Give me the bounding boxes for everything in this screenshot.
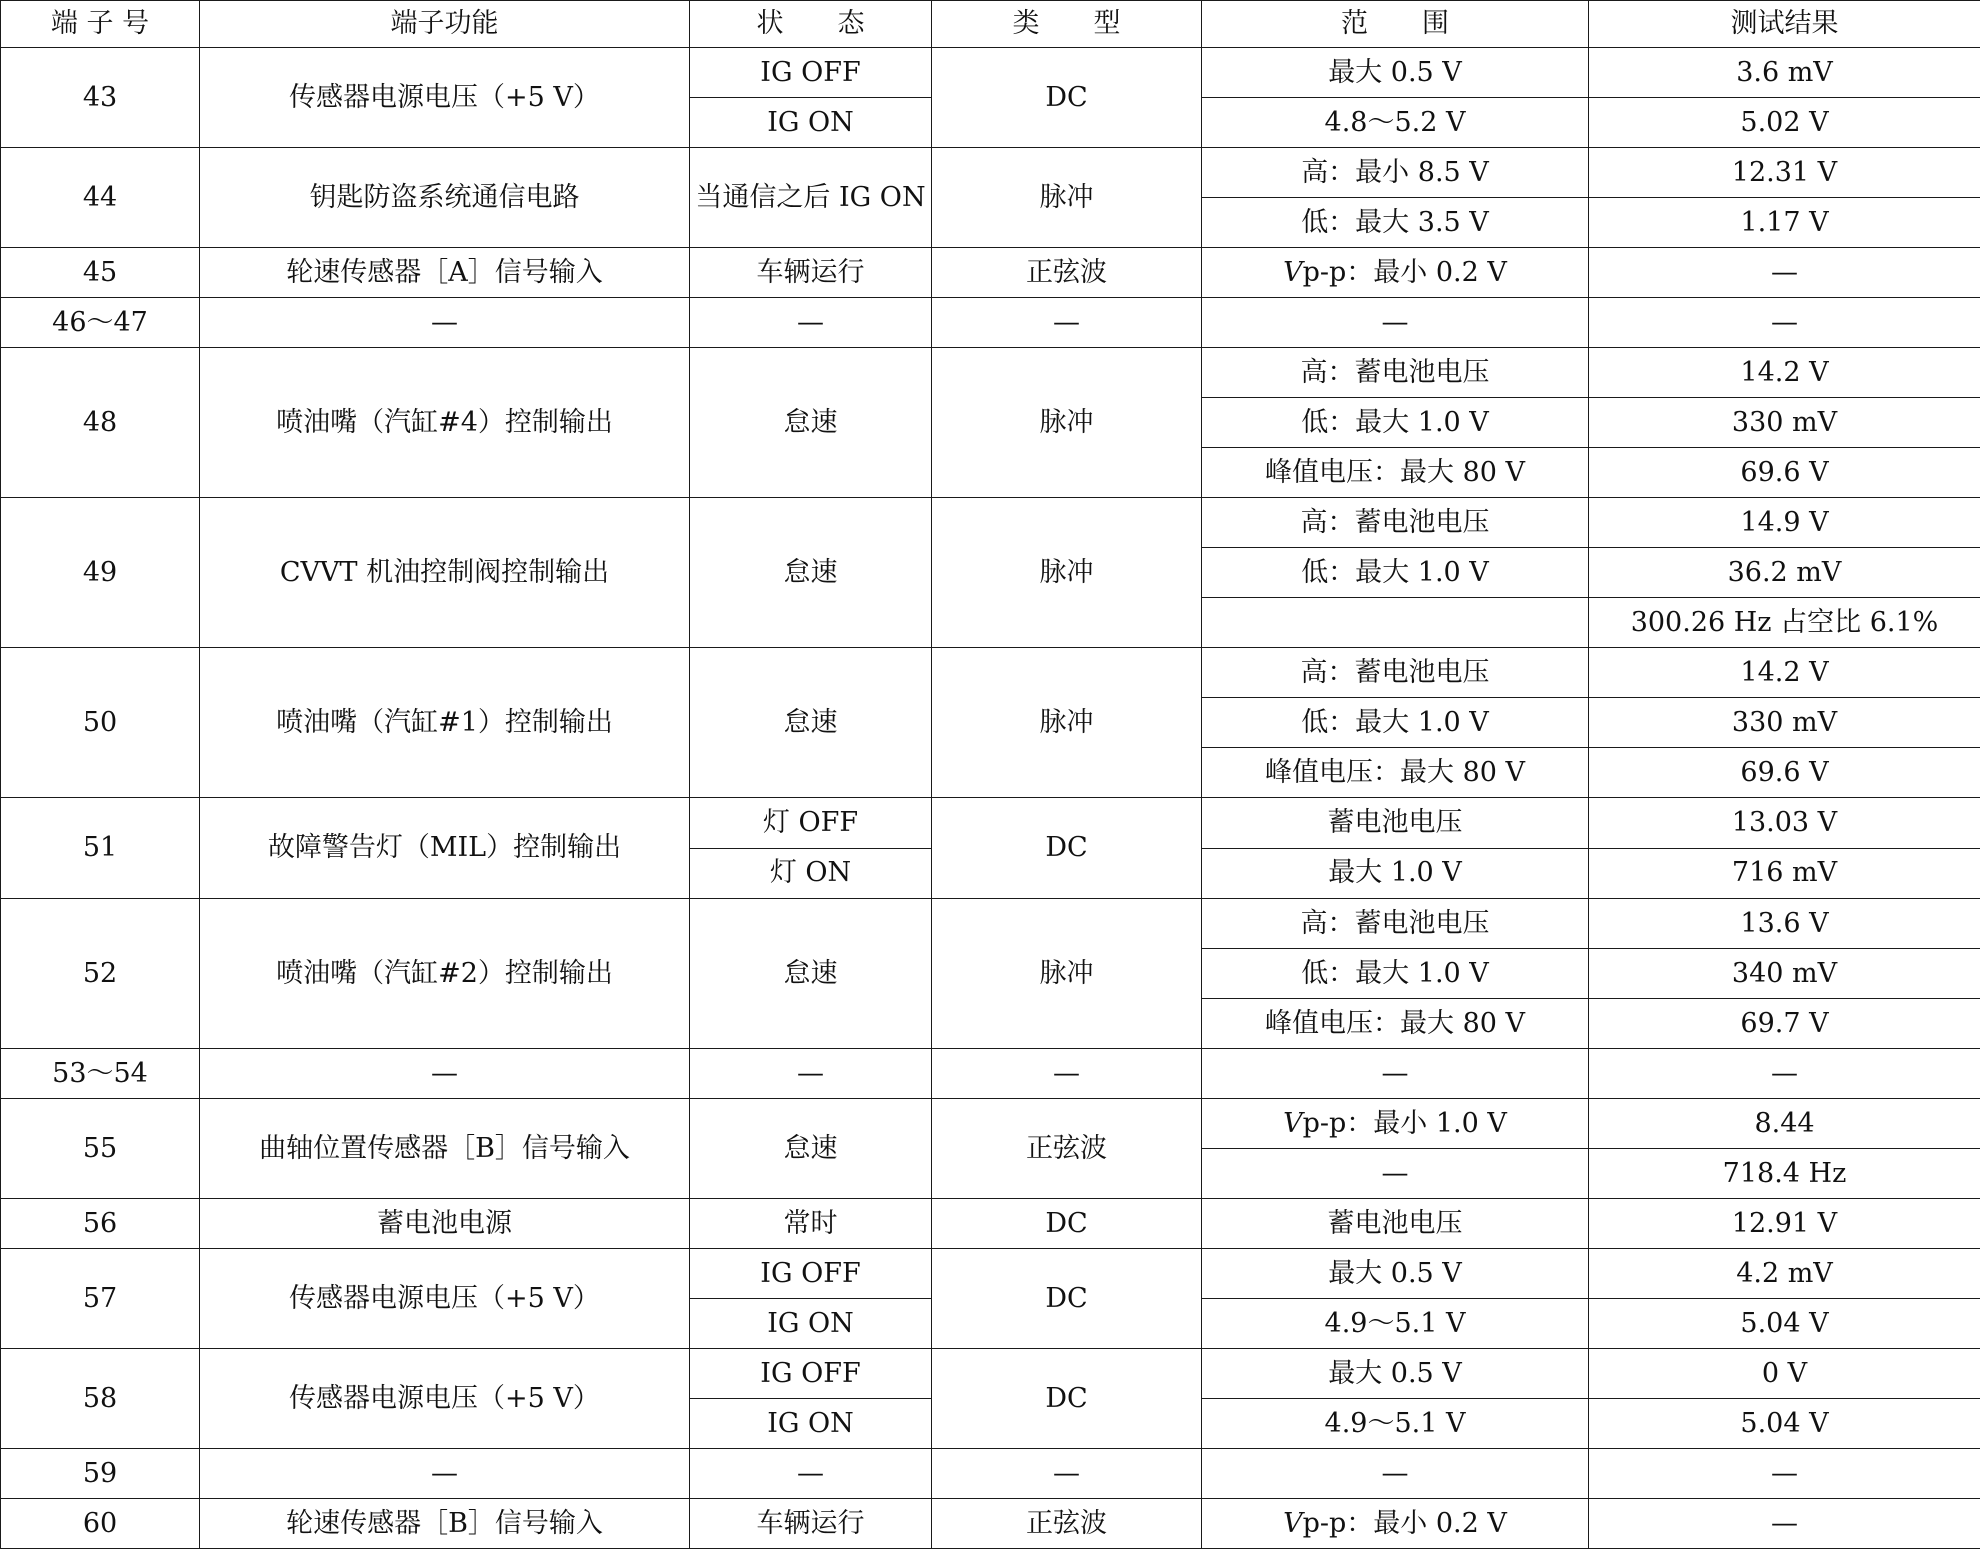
range-cell: 最大 0.5 V	[1202, 48, 1589, 98]
range-text: p-p：最小 0.2 V	[1302, 257, 1507, 289]
range-cell: 蓄电池电压	[1202, 1198, 1589, 1248]
range-cell: 高：蓄电池电压	[1202, 648, 1589, 698]
pin-cell: 50	[1, 648, 200, 798]
function-cell: 传感器电源电压（+5 V）	[200, 48, 690, 148]
table-row	[1, 1248, 1980, 1298]
table-row	[1, 798, 1980, 848]
result-cell: —	[1589, 1498, 1980, 1548]
pin-cell: 53～54	[1, 1048, 200, 1098]
table-row	[1, 498, 1980, 548]
state-cell: —	[690, 1448, 932, 1498]
range-cell: 低：最大 3.5 V	[1202, 198, 1589, 248]
pin-cell: 58	[1, 1348, 200, 1448]
range-cell: 峰值电压：最大 80 V	[1202, 448, 1589, 498]
header-type: 类 型	[932, 1, 1202, 48]
pin-cell: 44	[1, 148, 200, 248]
result-cell: 5.04 V	[1589, 1398, 1980, 1448]
state-cell: IG ON	[690, 1298, 932, 1348]
table-row	[1, 1348, 1980, 1398]
state-cell: 怠速	[690, 1098, 932, 1198]
state-cell: —	[690, 1048, 932, 1098]
type-cell: —	[932, 1048, 1202, 1098]
state-cell: 怠速	[690, 498, 932, 648]
result-cell: 14.9 V	[1589, 498, 1980, 548]
type-cell: DC	[932, 1348, 1202, 1448]
header-row	[1, 1, 1980, 48]
function-cell: 故障警告灯（MIL）控制输出	[200, 798, 690, 898]
pin-cell: 59	[1, 1448, 200, 1498]
range-italic-v: V	[1283, 257, 1303, 289]
header-state: 状 态	[690, 1, 932, 48]
state-cell: IG OFF	[690, 1348, 932, 1398]
pin-cell: 46～47	[1, 298, 200, 348]
type-cell: 脉冲	[932, 648, 1202, 798]
function-cell: 曲轴位置传感器［B］信号输入	[200, 1098, 690, 1198]
result-cell: 8.44	[1589, 1098, 1980, 1148]
result-cell: 69.6 V	[1589, 748, 1980, 798]
range-cell	[1202, 1098, 1589, 1148]
range-cell: 4.8～5.2 V	[1202, 98, 1589, 148]
result-cell: 36.2 mV	[1589, 548, 1980, 598]
result-cell: 13.6 V	[1589, 898, 1980, 948]
result-cell: 3.6 mV	[1589, 48, 1980, 98]
range-cell: 低：最大 1.0 V	[1202, 548, 1589, 598]
result-cell: 12.31 V	[1589, 148, 1980, 198]
range-cell: 高：蓄电池电压	[1202, 898, 1589, 948]
header-range: 范 围	[1202, 1, 1589, 48]
function-cell: 传感器电源电压（+5 V）	[200, 1248, 690, 1348]
result-cell: 330 mV	[1589, 698, 1980, 748]
result-cell: 718.4 Hz	[1589, 1148, 1980, 1198]
state-cell: 灯 ON	[690, 848, 932, 898]
state-cell: IG ON	[690, 1398, 932, 1448]
state-cell: 当通信之后 IG ON	[690, 148, 932, 248]
type-cell: 脉冲	[932, 348, 1202, 498]
range-cell	[1202, 248, 1589, 298]
function-cell: 喷油嘴（汽缸#2）控制输出	[200, 898, 690, 1048]
function-cell: —	[200, 1448, 690, 1498]
range-text: p-p：最小 0.2 V	[1302, 1507, 1507, 1539]
pin-cell: 57	[1, 1248, 200, 1348]
function-cell: —	[200, 1048, 690, 1098]
table-row	[1, 648, 1980, 698]
type-cell: 正弦波	[932, 1098, 1202, 1198]
result-cell: 716 mV	[1589, 848, 1980, 898]
result-cell: 4.2 mV	[1589, 1248, 1980, 1298]
range-cell: 最大 1.0 V	[1202, 848, 1589, 898]
state-cell: 灯 OFF	[690, 798, 932, 848]
type-cell: DC	[932, 798, 1202, 898]
pin-cell: 51	[1, 798, 200, 898]
table-row	[1, 1448, 1980, 1498]
range-cell: 低：最大 1.0 V	[1202, 948, 1589, 998]
range-cell: 低：最大 1.0 V	[1202, 698, 1589, 748]
type-cell: DC	[932, 48, 1202, 148]
type-cell: DC	[932, 1198, 1202, 1248]
result-cell: 12.91 V	[1589, 1198, 1980, 1248]
type-cell: 正弦波	[932, 1498, 1202, 1548]
range-italic-v: V	[1283, 1107, 1303, 1139]
result-cell: 13.03 V	[1589, 798, 1980, 848]
range-cell: 最大 0.5 V	[1202, 1248, 1589, 1298]
pin-cell: 52	[1, 898, 200, 1048]
result-cell: 300.26 Hz 占空比 6.1%	[1589, 598, 1980, 648]
table-row	[1, 348, 1980, 398]
type-cell: —	[932, 1448, 1202, 1498]
table-row	[1, 898, 1980, 948]
type-cell: —	[932, 298, 1202, 348]
header-function: 端子功能	[200, 1, 690, 48]
result-cell: 14.2 V	[1589, 648, 1980, 698]
result-cell: 330 mV	[1589, 398, 1980, 448]
range-cell: 最大 0.5 V	[1202, 1348, 1589, 1398]
type-cell: 脉冲	[932, 498, 1202, 648]
range-cell: —	[1202, 1448, 1589, 1498]
result-cell: 0 V	[1589, 1348, 1980, 1398]
range-cell: 高：蓄电池电压	[1202, 498, 1589, 548]
range-cell: 峰值电压：最大 80 V	[1202, 998, 1589, 1048]
state-cell: —	[690, 298, 932, 348]
table-row	[1, 1098, 1980, 1148]
pin-cell: 55	[1, 1098, 200, 1198]
range-cell: —	[1202, 1148, 1589, 1198]
table-row	[1, 148, 1980, 198]
type-cell: 正弦波	[932, 248, 1202, 298]
range-cell: 低：最大 1.0 V	[1202, 398, 1589, 448]
result-cell: 14.2 V	[1589, 348, 1980, 398]
function-cell: —	[200, 298, 690, 348]
result-cell: —	[1589, 1048, 1980, 1098]
pin-cell: 48	[1, 348, 200, 498]
pin-cell: 60	[1, 1498, 200, 1548]
pin-cell: 56	[1, 1198, 200, 1248]
result-cell: —	[1589, 248, 1980, 298]
result-cell: —	[1589, 1448, 1980, 1498]
result-cell: 5.02 V	[1589, 98, 1980, 148]
range-cell: 高：蓄电池电压	[1202, 348, 1589, 398]
range-cell: 蓄电池电压	[1202, 798, 1589, 848]
function-cell: 蓄电池电源	[200, 1198, 690, 1248]
state-cell: 常时	[690, 1198, 932, 1248]
type-cell: 脉冲	[932, 148, 1202, 248]
table-row	[1, 48, 1980, 98]
range-text: p-p：最小 1.0 V	[1302, 1107, 1507, 1139]
function-cell: 喷油嘴（汽缸#1）控制输出	[200, 648, 690, 798]
pin-cell: 43	[1, 48, 200, 148]
result-cell: 69.6 V	[1589, 448, 1980, 498]
range-cell: 4.9～5.1 V	[1202, 1298, 1589, 1348]
state-cell: 车辆运行	[690, 1498, 932, 1548]
state-cell: 车辆运行	[690, 248, 932, 298]
range-cell	[1202, 1498, 1589, 1548]
range-cell: —	[1202, 1048, 1589, 1098]
table-row	[1, 1048, 1980, 1098]
state-cell: IG ON	[690, 98, 932, 148]
state-cell: IG OFF	[690, 48, 932, 98]
result-cell: 1.17 V	[1589, 198, 1980, 248]
header-result: 测试结果	[1589, 1, 1980, 48]
pin-cell: 45	[1, 248, 200, 298]
state-cell: 怠速	[690, 648, 932, 798]
function-cell: 传感器电源电压（+5 V）	[200, 1348, 690, 1448]
range-cell: 峰值电压：最大 80 V	[1202, 748, 1589, 798]
result-cell: 5.04 V	[1589, 1298, 1980, 1348]
type-cell: DC	[932, 1248, 1202, 1348]
table-row	[1, 1498, 1980, 1548]
range-italic-v: V	[1283, 1507, 1303, 1539]
header-pin: 端 子 号	[1, 1, 200, 48]
state-cell: 怠速	[690, 348, 932, 498]
result-cell: 69.7 V	[1589, 998, 1980, 1048]
table-row	[1, 1198, 1980, 1248]
function-cell: 轮速传感器［A］信号输入	[200, 248, 690, 298]
function-cell: CVVT 机油控制阀控制输出	[200, 498, 690, 648]
result-cell: —	[1589, 298, 1980, 348]
state-cell: 怠速	[690, 898, 932, 1048]
range-cell	[1202, 598, 1589, 648]
type-cell: 脉冲	[932, 898, 1202, 1048]
range-cell: 4.9～5.1 V	[1202, 1398, 1589, 1448]
pin-cell: 49	[1, 498, 200, 648]
result-cell: 340 mV	[1589, 948, 1980, 998]
function-cell: 轮速传感器［B］信号输入	[200, 1498, 690, 1548]
range-cell: —	[1202, 298, 1589, 348]
function-cell: 喷油嘴（汽缸#4）控制输出	[200, 348, 690, 498]
state-cell: IG OFF	[690, 1248, 932, 1298]
table-row	[1, 298, 1980, 348]
function-cell: 钥匙防盗系统通信电路	[200, 148, 690, 248]
table-row	[1, 248, 1980, 298]
range-cell: 高：最小 8.5 V	[1202, 148, 1589, 198]
